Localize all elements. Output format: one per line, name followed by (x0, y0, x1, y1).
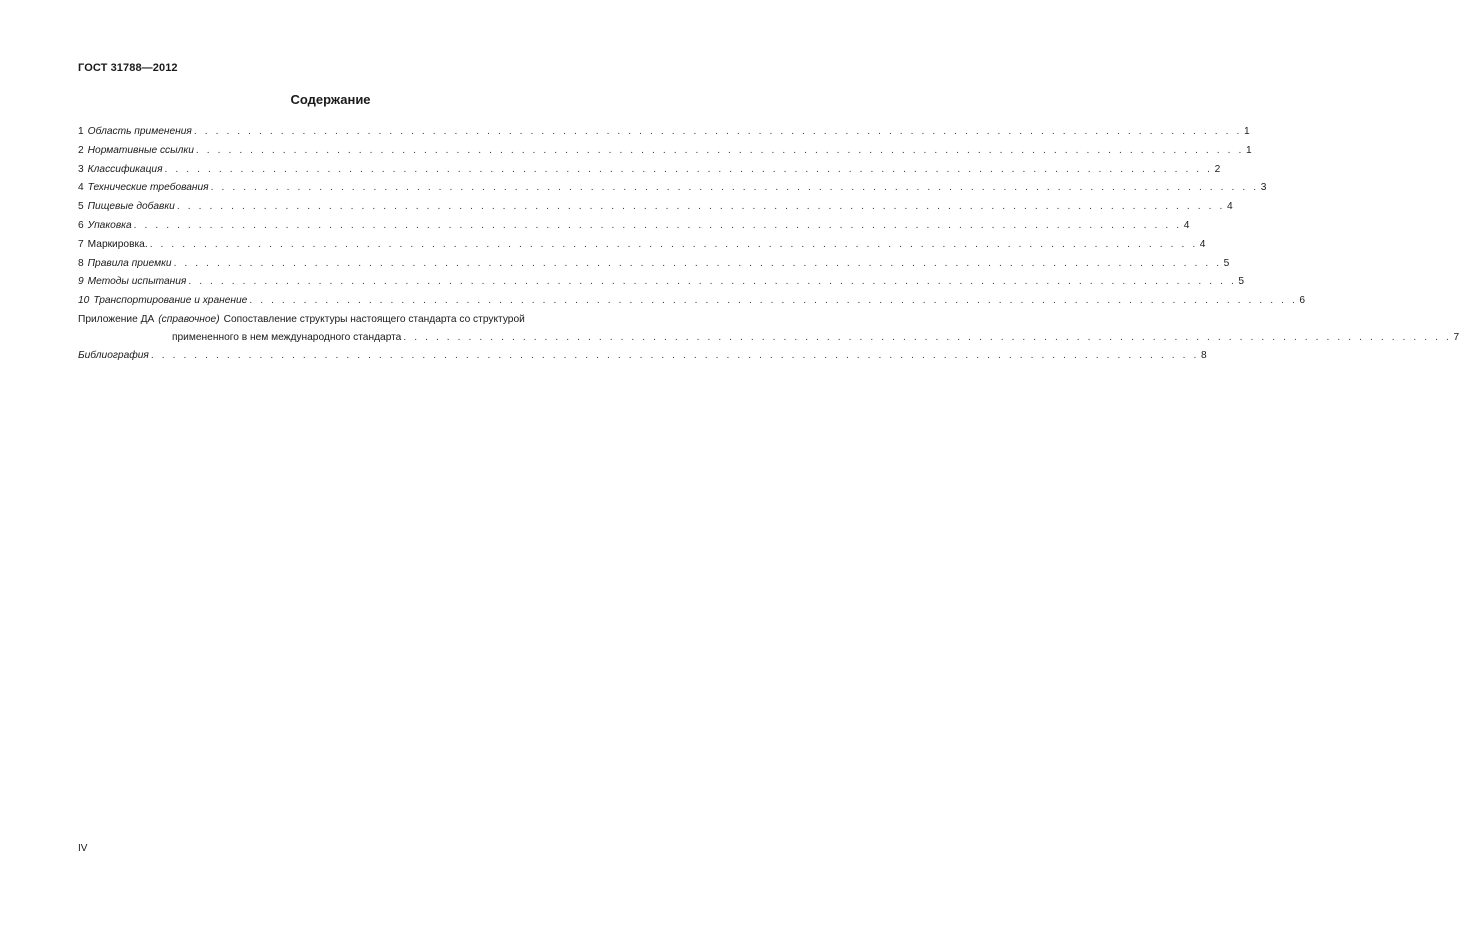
appendix-title-line-1: Сопоставление структуры настоящего стандарта со структурой (223, 313, 525, 325)
toc-entry-title: Транспортирование и хранение (93, 295, 248, 307)
toc-entry-title: Упаковка (87, 219, 132, 231)
toc-entry-8[interactable] (78, 255, 1230, 274)
toc-entry-page: 1 (1243, 126, 1250, 137)
toc-entry-page: 8 (1200, 349, 1207, 361)
toc-entry-title: Пищевые добавки (87, 201, 175, 213)
page-title: Содержание (290, 92, 371, 107)
toc-entry-2[interactable] (78, 142, 1252, 161)
toc-entry-page: 4 (1199, 238, 1206, 250)
toc-entry-6[interactable] (78, 217, 1190, 236)
toc-entry-title: Классификация (87, 163, 163, 175)
toc-entry-title: Область применения (87, 126, 192, 137)
appendix-title-line-2: примененного в нем международного стандарта (172, 331, 402, 343)
toc-entry-1[interactable] (78, 123, 1250, 142)
toc-leader-dots: . . . . . . . . . . . . . . . . . . . . . . . . . . . . . . . . . . . . . . . . . . . . . . . . . . . . . . . . . . . . . . . . . . . . . . . . . . . . . . . . . . . . . . . . . . . . . . . . . (210, 182, 1259, 194)
toc-entry-page: 6 (1299, 295, 1306, 307)
toc-leader-dots: . . . . . . . . . . . . . . . . . . . . . . . . . . . . . . . . . . . . . . . . . . . . . . . . . . . . . . . . . . . . . . . . . . . . . . . . . . . . . . . . . . . . . . . . . . . . . . . . . (188, 276, 1237, 288)
toc-entry-page: 1 (1245, 144, 1252, 156)
appendix-line-2 (78, 329, 1459, 347)
toc-leader-dots: . . . . . . . . . . . . . . . . . . . . . . . . . . . . . . . . . . . . . . . . . . . . . . . . . . . . . . . . . . . . . . . . . . . . . . . . . . . . . . . . . . . . . . . . . . . . . . . . . (133, 219, 1182, 231)
toc-entry-number: 10 (78, 295, 90, 307)
toc-entry-page: 5 (1223, 257, 1230, 269)
toc-leader-dots: . . . . . . . . . . . . . . . . . . . . . . . . . . . . . . . . . . . . . . . . . . . . . . . . . . . . . . . . . . . . . . . . . . . . . . . . . . . . . . . . . . . . . . . . . . . . . . . . . (173, 257, 1222, 269)
toc-entry-number: 6 (78, 219, 84, 231)
toc-entry-number: 4 (78, 182, 84, 194)
document-id-header: ГОСТ 31788—2012 (78, 62, 178, 74)
table-of-contents (78, 123, 1459, 366)
toc-entry-3[interactable] (78, 161, 1221, 180)
toc-leader-dots: . . . . . . . . . . . . . . . . . . . . . . . . . . . . . . . . . . . . . . . . . . . . . . . . . . . . . . . . . . . . . . . . . . . . . . . . . . . . . . . . . . . . . . . . . . . . . . . . . (149, 238, 1198, 250)
toc-entry-7[interactable] (78, 236, 1206, 255)
toc-entry-title: Правила приемки (87, 257, 172, 269)
toc-entry-bibliography[interactable] (78, 347, 1207, 366)
page-number-footer: IV (78, 843, 88, 854)
toc-leader-dots: . . . . . . . . . . . . . . . . . . . . . . . . . . . . . . . . . . . . . . . . . . . . . . . . . . . . . . . . . . . . . . . . . . . . . . . . . . . . . . . . . . . . . . . . . . . . . . . . . (150, 349, 1199, 361)
toc-leader-dots: . . . . . . . . . . . . . . . . . . . . . . . . . . . . . . . . . . . . . . . . . . . . . . . . . . . . . . . . . . . . . . . . . . . . . . . . . . . . . . . . . . . . . . . . . . . . . . . . . (249, 295, 1298, 307)
toc-entry-number: 2 (78, 144, 84, 156)
toc-entry-page: 4 (1226, 201, 1233, 213)
toc-leader-dots: . . . . . . . . . . . . . . . . . . . . . . . . . . . . . . . . . . . . . . . . . . . . . . . . . . . . . . . . . . . . . . . . . . . . . . . . . . . . . . . . . . . . . . . . . . . . . . . . . (193, 126, 1242, 137)
toc-entry-title: Методы испытания (87, 276, 187, 288)
toc-entry-4[interactable] (78, 179, 1267, 198)
toc-entry-title: Нормативные ссылки (87, 144, 194, 156)
toc-entry-title: Библиография (78, 349, 149, 361)
appendix-qualifier: (справочное) (158, 313, 220, 325)
toc-entry-number: 8 (78, 257, 84, 269)
toc-entry-title: Маркировка. (87, 238, 148, 250)
toc-leader-dots: . . . . . . . . . . . . . . . . . . . . . . . . . . . . . . . . . . . . . . . . . . . . . . . . . . . . . . . . . . . . . . . . . . . . . . . . . . . . . . . . . . . . . . . . . . . . . . . . . (176, 201, 1225, 213)
appendix-prefix: Приложение ДА (78, 313, 155, 325)
toc-leader-dots: . . . . . . . . . . . . . . . . . . . . . . . . . . . . . . . . . . . . . . . . . . . . . . . . . . . . . . . . . . . . . . . . . . . . . . . . . . . . . . . . . . . . . . . . . . . . . . . . . (195, 144, 1244, 156)
toc-entry-number: 3 (78, 163, 84, 175)
toc-entry-page: 5 (1238, 276, 1245, 288)
toc-entry-page: 4 (1183, 219, 1190, 231)
toc-entry-page: 7 (1453, 331, 1459, 343)
toc-entry-number: 5 (78, 201, 84, 213)
toc-entry-number: 1 (78, 126, 84, 137)
toc-entry-title: Технические требования (87, 182, 209, 194)
toc-entry-9[interactable] (78, 273, 1245, 292)
toc-entry-number: 9 (78, 276, 84, 288)
toc-leader-dots: . . . . . . . . . . . . . . . . . . . . . . . . . . . . . . . . . . . . . . . . . . . . . . . . . . . . . . . . . . . . . . . . . . . . . . . . . . . . . . . . . . . . . . . . . . . . . . . . . (164, 163, 1213, 175)
toc-entry-5[interactable] (78, 198, 1233, 217)
toc-entry-number: 7 (78, 238, 84, 250)
toc-entry-page: 2 (1214, 163, 1221, 175)
toc-leader-dots: . . . . . . . . . . . . . . . . . . . . . . . . . . . . . . . . . . . . . . . . . . . . . . . . . . . . . . . . . . . . . . . . . . . . . . . . . . . . . . . . . . . . . . . . . . . . . . . . . (403, 331, 1452, 343)
toc-entry-10[interactable] (78, 292, 1306, 311)
toc-entry-appendix[interactable] (78, 311, 1459, 347)
toc-entry-page: 3 (1260, 182, 1267, 194)
appendix-line-1 (78, 311, 609, 329)
